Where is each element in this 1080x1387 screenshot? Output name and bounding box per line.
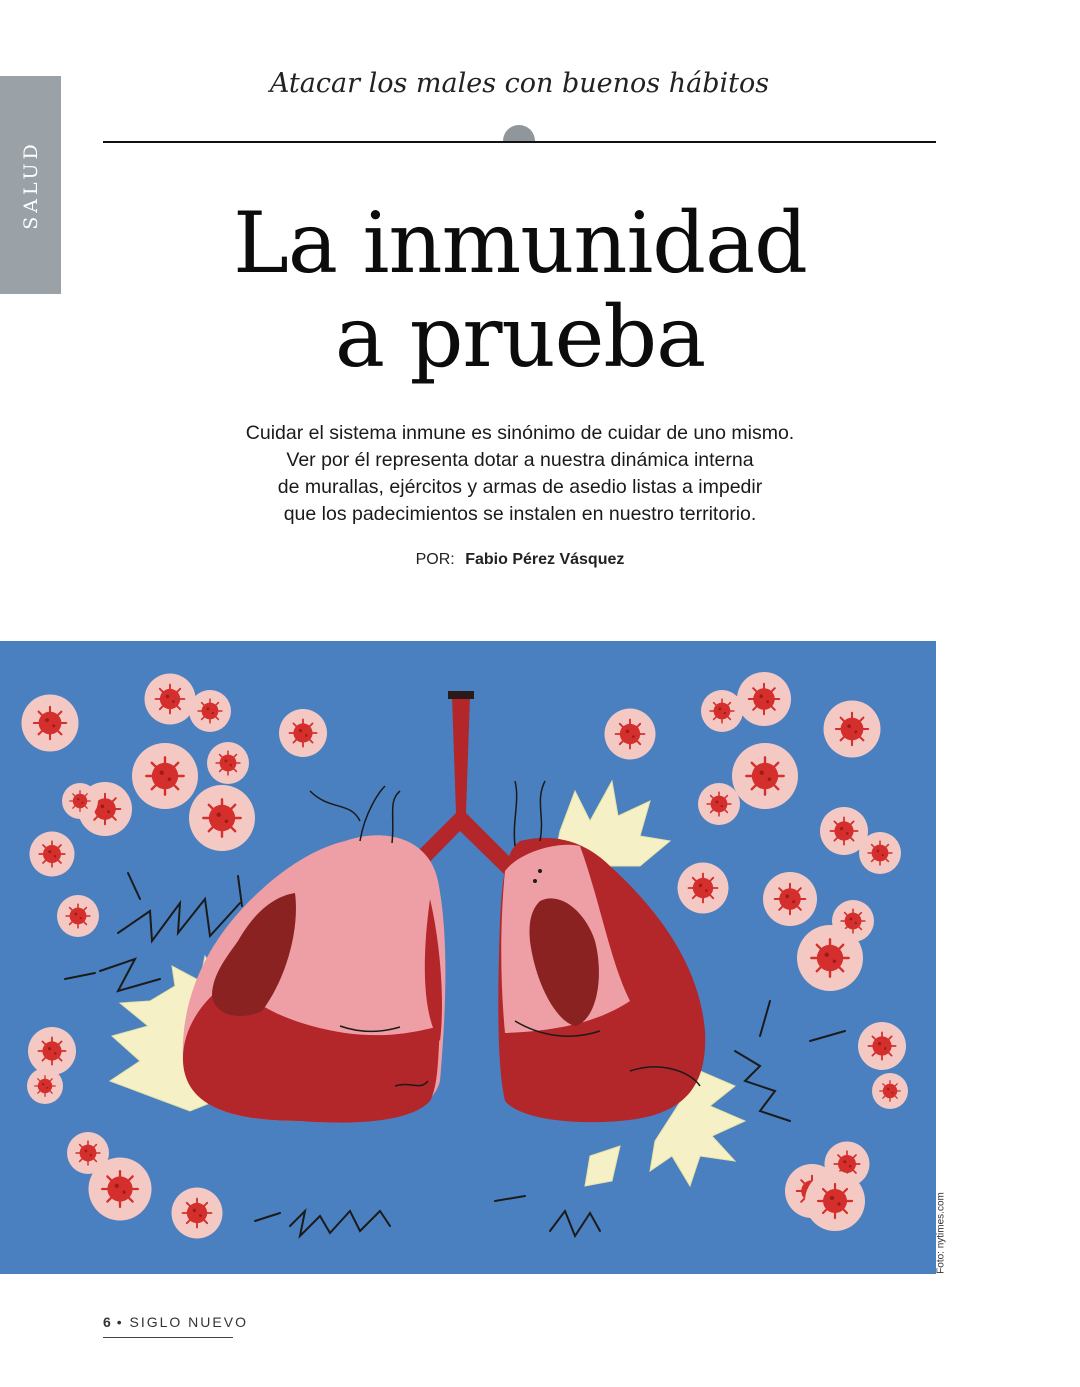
dek-line-2: Ver por él representa dotar a nuestra dinámica interna xyxy=(286,449,754,471)
publication-name: SIGLO NUEVO xyxy=(129,1314,248,1330)
page-footer xyxy=(103,1314,248,1330)
footer-rule xyxy=(103,1337,233,1338)
photo-credit xyxy=(934,1188,948,1278)
photo-credit-text: Foto: nytimes.com xyxy=(935,1192,947,1274)
header-rule xyxy=(103,141,936,143)
section-label: SALUD xyxy=(19,140,42,230)
dek-line-1: Cuidar el sistema inmune es sinónimo de cuidar de uno mismo. xyxy=(245,422,795,444)
rule-ornament xyxy=(503,125,535,141)
byline xyxy=(300,551,740,569)
article-kicker: Atacar los males con buenos hábitos xyxy=(269,68,770,99)
headline-line-1: La inmunidad xyxy=(233,194,807,292)
dek-line-3: de murallas, ejércitos y armas de asedio listas a impedir xyxy=(277,476,763,498)
page-number: 6 xyxy=(103,1314,111,1330)
section-tab xyxy=(0,76,61,294)
byline-prefix: POR: xyxy=(415,551,455,568)
headline-line-2: a prueba xyxy=(334,288,706,386)
byline-author: Fabio Pérez Vásquez xyxy=(465,551,625,568)
lungs-illustration xyxy=(0,641,936,1274)
dek-line-4: que los padecimientos se instalen en nuestro territorio. xyxy=(283,503,757,525)
article-headline xyxy=(140,196,900,384)
footer-separator: • xyxy=(116,1314,124,1330)
article-dek xyxy=(200,420,840,528)
